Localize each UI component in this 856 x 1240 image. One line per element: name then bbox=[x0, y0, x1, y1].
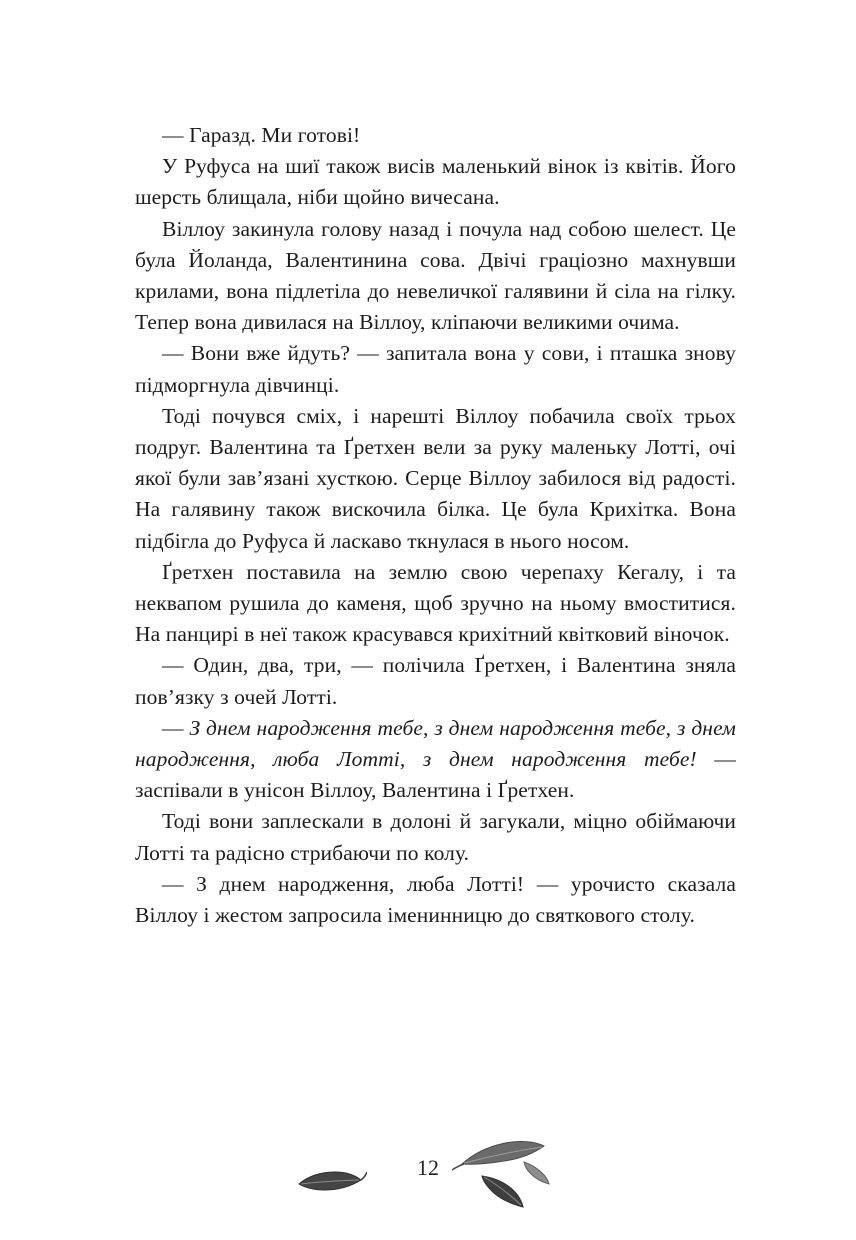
text-run: — Один, два, три, — полічила Ґретхен, і Валентина зняла пов’язку з очей Лотті. bbox=[135, 653, 736, 709]
page-text bbox=[135, 120, 736, 931]
text-run: Тоді вони заплескали в долоні й загукали, міцно обіймаючи Лотті та радісно стрибаючи по колу. bbox=[135, 809, 736, 865]
paragraph bbox=[135, 869, 736, 931]
text-run-italic: З днем народження тебе, з днем народження тебе, з днем народження, люба Лотті, з днем народження тебе! bbox=[135, 715, 736, 772]
page-number: 12 bbox=[417, 1155, 439, 1180]
text-run: Віллоу закинула голову назад і почула над собою шелест. Це була Йоланда, Валентинина сова. Двічі граціозно махнувши крилами, вона підлетіла до невеличкої галявини й сіла на гілку. Тепер вона дивилася на Віллоу, кліпаючи великими очима. bbox=[135, 216, 736, 335]
text-run: — заспівали в унісон Віллоу, Валентина і Ґретхен. bbox=[135, 747, 737, 803]
text-run: Ґретхен поставила на землю свою черепаху Кегалу, і та неквапом рушила до каменя, щоб зручно на ньому вмоститися. На панцирі в неї також красувався крихітний квітковий віночок. bbox=[135, 559, 736, 647]
paragraph bbox=[135, 151, 736, 213]
text-run: — bbox=[162, 715, 190, 740]
leaf-illustration-right bbox=[452, 1134, 552, 1212]
paragraph bbox=[135, 650, 736, 712]
text-run: У Руфуса на шиї також висів маленький вінок із квітів. Його шерсть блищала, ніби щойно вичесана. bbox=[135, 154, 736, 210]
paragraph bbox=[135, 713, 736, 807]
text-run: — Вони вже йдуть? — запитала вона у сови, і пташка знову підморгнула дівчинці. bbox=[135, 341, 736, 397]
paragraph bbox=[135, 214, 736, 339]
text-run: — Гаразд. Ми готові! bbox=[162, 123, 361, 147]
paragraph bbox=[135, 120, 736, 151]
text-run: — З днем народження, люба Лотті! — урочисто сказала Віллоу і жестом запросила іменинницю до святкового столу. bbox=[135, 871, 736, 928]
paragraph bbox=[135, 557, 736, 651]
text-run: Тоді почувся сміх, і нарешті Віллоу побачила своїх трьох подруг. Валентина та Ґретхен вели за руку маленьку Лотті, очі якої були зав’язані хусткою. Серце Віллоу забилося від радості. На галявину також вискочила білка. Це була Крихітка. Вона підбігла до Руфуса й ласкаво ткнулася в нього носом. bbox=[135, 403, 736, 553]
paragraph bbox=[135, 806, 736, 868]
paragraph bbox=[135, 338, 736, 400]
paragraph bbox=[135, 401, 736, 557]
page-footer bbox=[0, 1130, 856, 1220]
